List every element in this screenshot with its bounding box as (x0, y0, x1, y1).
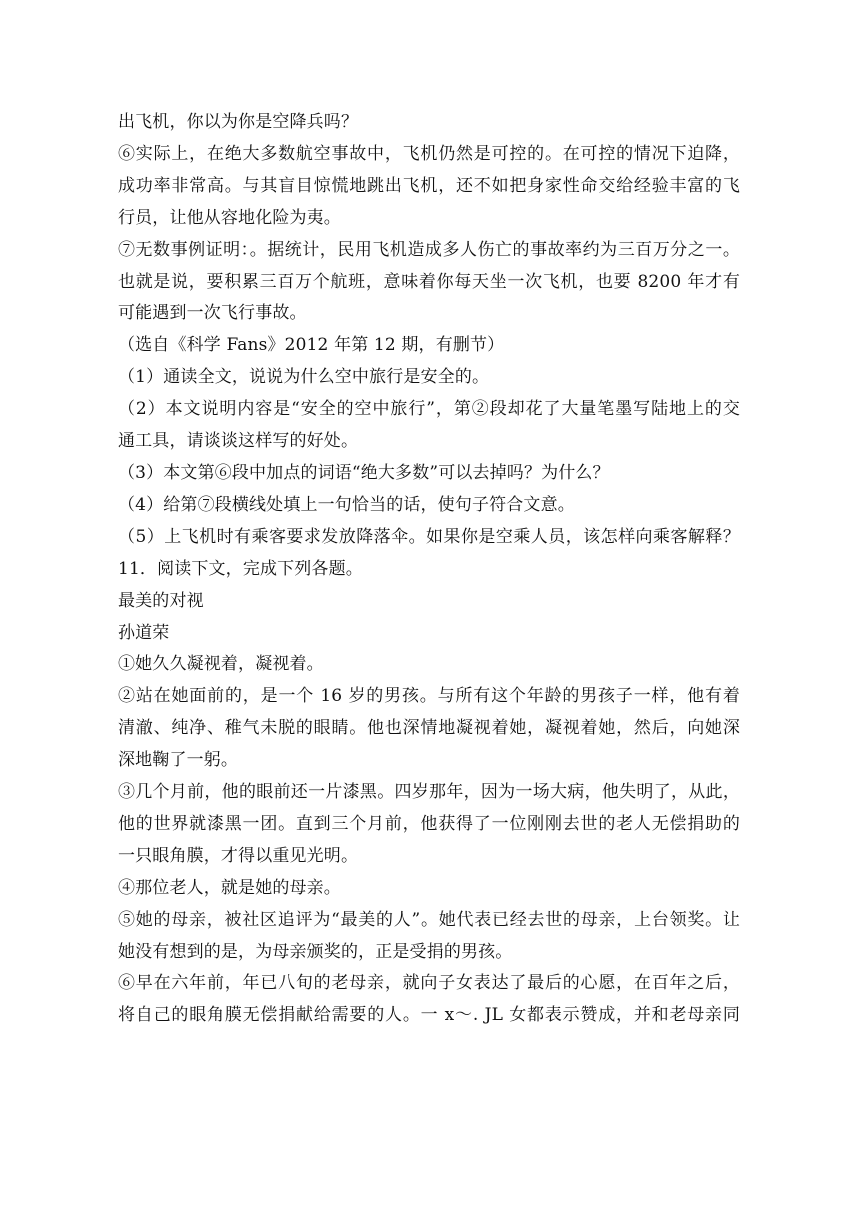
text-line: 最美的对视 (118, 590, 204, 611)
text-line: 将自己的眼角膜无偿捐献给需要的人。一 x～. JL 女都表示赞成，并和老母亲同 (118, 1005, 740, 1026)
text-line: 他的世界就漆黑一团。直到三个月前，他获得了一位刚刚去世的老人无偿捐助的 (118, 813, 740, 834)
text-line: 清澈、纯净、稚气未脱的眼睛。他也深情地凝视着她，凝视着她，然后，向她深 (118, 718, 740, 739)
text-line: ⑥实际上，在绝大多数航空事故中，飞机仍然是可控的。在可控的情况下迫降， (118, 143, 740, 164)
text-line: 一只眼角膜，才得以重见光明。 (118, 845, 359, 866)
text-line: 深地鞠了一躬。 (118, 750, 239, 771)
text-line: ③几个月前，他的眼前还一片漆黑。四岁那年，因为一场大病，他失明了，从此， (118, 782, 740, 803)
text-line: 她没有想到的是，为母亲颁奖的，正是受捐的男孩。 (118, 941, 513, 962)
text-line: ⑥早在六年前，年已八旬的老母亲，就向子女表达了最后的心愿，在百年之后， (118, 973, 740, 994)
text-line: ②站在她面前的，是一个 16 岁的男孩。与所有这个年龄的男孩子一样，他有着 (118, 686, 740, 707)
text-line: 通工具，请谈谈这样写的好处。 (118, 431, 359, 452)
text-line: 11．阅读下文，完成下列各题。 (118, 558, 363, 579)
text-line: 孙道荣 (118, 622, 170, 643)
text-line: 行员，让他从容地化险为夷。 (118, 207, 341, 228)
text-line: （3）本文第⑥段中加点的词语“绝大多数”可以去掉吗？为什么？ (118, 462, 610, 483)
text-line: ④那位老人，就是她的母亲。 (118, 877, 341, 898)
text-line: 可能遇到一次飞行事故。 (118, 303, 307, 324)
text-line: （选自《科学 Fans》2012 年第 12 期，有删节） (118, 335, 505, 356)
text-line: （1）通读全文，说说为什么空中旅行是安全的。 (118, 367, 490, 388)
text-line: ①她久久凝视着，凝视着。 (118, 654, 324, 675)
text-line: （4）给第⑦段横线处填上一句恰当的话，使句子符合文意。 (118, 494, 575, 515)
text-line: （2）本文说明内容是“安全的空中旅行”，第②段却花了大量笔墨写陆地上的交 (118, 399, 740, 420)
text-line: （5）上飞机时有乘客要求发放降落伞。如果你是空乘人员，该怎样向乘客解释？ (118, 526, 740, 547)
text-line: ⑦无数事例证明：。据统计，民用飞机造成多人伤亡的事故率约为三百万分之一。 (118, 239, 740, 260)
text-line: 也就是说，要积累三百万个航班，意味着你每天坐一次飞机，也要 8200 年才有 (118, 271, 740, 292)
text-line: 出飞机，你以为你是空降兵吗？ (118, 112, 359, 132)
document-body (118, 107, 740, 1032)
text-line: 成功率非常高。与其盲目惊慌地跳出飞机，还不如把身家性命交给经验丰富的飞 (118, 175, 740, 196)
text-line: ⑤她的母亲，被社区追评为“最美的人”。她代表已经去世的母亲，上台领奖。让 (118, 909, 740, 930)
